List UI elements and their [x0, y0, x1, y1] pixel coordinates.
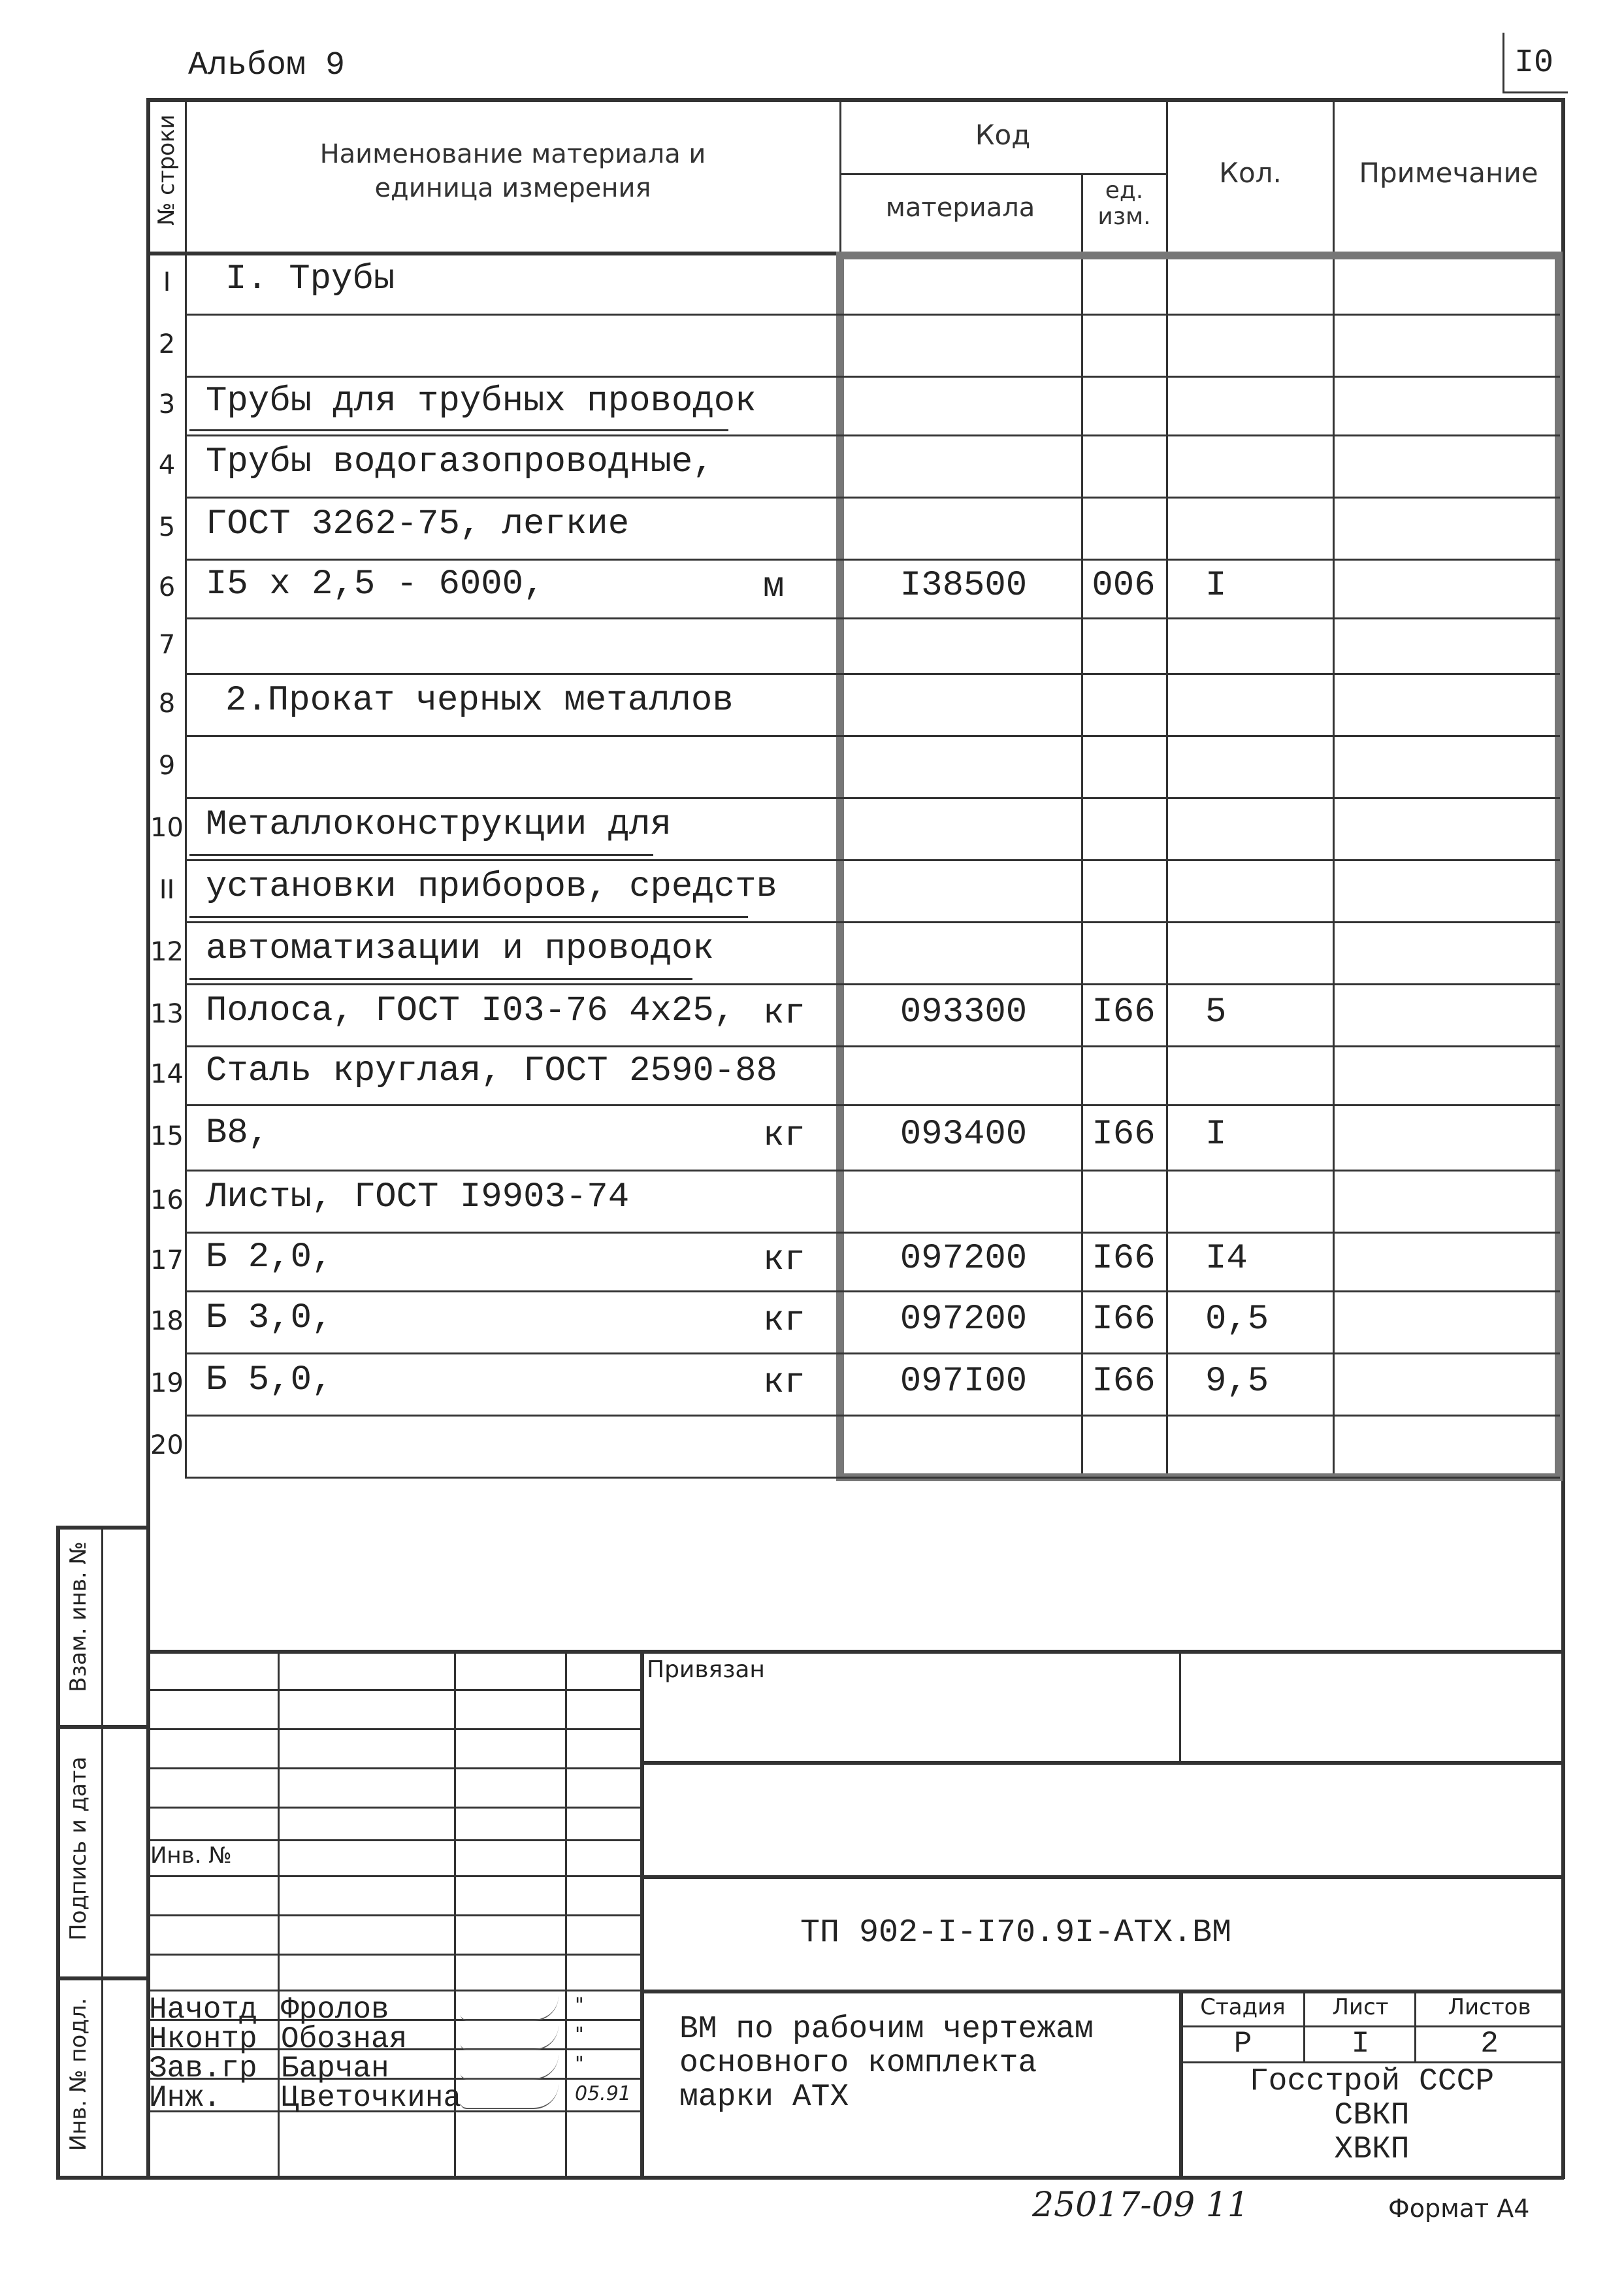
material-name: ГОСТ 3262-75, легкие: [206, 504, 630, 544]
material-code: I38500: [900, 566, 1028, 606]
unit-code: I66: [1092, 1239, 1156, 1279]
code-header: Код: [975, 119, 1031, 151]
signature: [461, 1996, 559, 2021]
unit-of-measure: кг: [763, 1300, 805, 1341]
unit-header-line2: изм.: [1097, 203, 1151, 230]
row-number: 20: [150, 1430, 184, 1460]
unit-of-measure: кг: [763, 1240, 805, 1280]
signer-name: Фролов: [281, 1993, 389, 2027]
inv-podl-label: Инв. № подл.: [65, 1997, 91, 2152]
qty-header: Кол.: [1219, 157, 1282, 189]
vzam-inv-label: Взам. инв. №: [65, 1541, 91, 1692]
signature: [461, 2055, 559, 2080]
sheet-label: Лист: [1332, 1994, 1389, 2020]
name-header-line2: единица измерения: [374, 173, 651, 203]
signature: [461, 2025, 559, 2050]
title-line2: основного комплекта: [679, 2046, 1037, 2081]
quantity: 0,5: [1205, 1299, 1269, 1339]
material-name: автоматизации и проводок: [206, 928, 714, 969]
org-line1: Госстрой СССР: [1249, 2064, 1495, 2099]
unit-code: I66: [1092, 1361, 1156, 1401]
row-number: 8: [158, 688, 176, 719]
material-code: 097200: [900, 1239, 1028, 1279]
row-number: 7: [158, 629, 176, 660]
material-code: 093300: [900, 992, 1028, 1032]
row-number: 13: [150, 998, 184, 1029]
material-name: Листы, ГОСТ I9903-74: [206, 1177, 630, 1217]
row-number: 6: [158, 572, 176, 602]
material-name: Трубы водогазопроводные,: [206, 442, 714, 482]
unit-header-line1: ед.: [1105, 177, 1144, 204]
signer-role: Начотд: [149, 1993, 257, 2027]
material-name: Б 2,0,: [206, 1237, 333, 1277]
material-name: Полоса, ГОСТ I03-76 4x25,: [206, 991, 736, 1031]
material-name: Б 3,0,: [206, 1298, 333, 1338]
sheets-value: 2: [1480, 2027, 1499, 2061]
signer-date: ": [575, 2053, 584, 2076]
material-name: I5 x 2,5 - 6000,: [206, 565, 545, 604]
signer-role: Зав.гр: [149, 2052, 257, 2086]
signature: [461, 2084, 559, 2109]
document-code: ТП 902-I-I70.9I-АТХ.ВМ: [800, 1914, 1232, 1952]
material-name: установки приборов, средств: [206, 866, 777, 907]
signer-name: Обозная: [281, 2022, 408, 2056]
material-name: В8,: [206, 1113, 270, 1153]
signer-role: Нконтр: [149, 2022, 257, 2056]
signer-date: 05.91: [575, 2082, 631, 2105]
unit-of-measure: кг: [763, 1362, 805, 1403]
unit-code: I66: [1092, 992, 1156, 1032]
unit-code: 006: [1092, 566, 1156, 606]
material-code: 097I00: [900, 1361, 1028, 1401]
inv-no-label: Инв. №: [150, 1843, 232, 1869]
material-name: Б 5,0,: [206, 1360, 333, 1400]
stage-value: Р: [1233, 2027, 1252, 2061]
unit-code: I66: [1092, 1115, 1156, 1155]
row-number: 19: [150, 1368, 184, 1398]
signer-date: ": [575, 1994, 584, 2017]
row-number: II: [159, 874, 175, 905]
material-header: материала: [885, 193, 1035, 223]
page-number: I0: [1514, 44, 1554, 82]
row-number: 9: [158, 750, 176, 781]
row-number: 16: [150, 1185, 184, 1215]
signer-date: ": [575, 2024, 584, 2046]
material-name: Трубы для трубных проводок: [206, 382, 756, 421]
material-name: I. Трубы: [225, 259, 395, 299]
unit-of-measure: кг: [763, 993, 805, 1034]
row-number: 17: [150, 1245, 184, 1275]
row-number: 14: [150, 1059, 184, 1089]
row-number: I: [163, 267, 171, 297]
row-number: 12: [150, 936, 184, 967]
signer-name: Цветочкина: [281, 2081, 462, 2115]
privyazan-label: Привязан: [647, 1656, 765, 1683]
row-number: 3: [158, 389, 176, 419]
row-number: 10: [150, 812, 184, 843]
material-name: Сталь круглая, ГОСТ 2590-88: [206, 1051, 777, 1091]
row-number: 5: [158, 512, 176, 542]
format-label: Формат А4: [1388, 2194, 1530, 2223]
handwritten-number: 25017-09 11: [1032, 2186, 1249, 2225]
material-code: 093400: [900, 1115, 1028, 1155]
unit-code: I66: [1092, 1299, 1156, 1339]
material-name: Металлоконструкции для: [206, 804, 672, 845]
sheet-value: I: [1351, 2027, 1370, 2061]
quantity: I: [1205, 1115, 1227, 1155]
row-number-header: № строки: [154, 114, 180, 225]
signer-role: Инж.: [149, 2081, 221, 2115]
quantity: I: [1205, 566, 1227, 606]
quantity: 5: [1205, 992, 1227, 1032]
row-number: 2: [158, 329, 176, 359]
row-number: 15: [150, 1121, 184, 1151]
unit-of-measure: кг: [763, 1116, 805, 1156]
material-name: 2.Прокат черных металлов: [225, 680, 734, 721]
quantity: 9,5: [1205, 1361, 1269, 1401]
stage-label: Стадия: [1200, 1994, 1286, 2020]
sheets-label: Листов: [1448, 1994, 1531, 2020]
org-line2: СВКП: [1334, 2098, 1410, 2133]
row-number: 4: [158, 450, 176, 480]
unit-of-measure: м: [763, 567, 785, 607]
row-number: 18: [150, 1305, 184, 1336]
title-line3: марки АТХ: [679, 2080, 849, 2115]
org-line3: ХВКП: [1334, 2132, 1410, 2167]
quantity: I4: [1205, 1239, 1248, 1279]
name-header-line1: Наименование материала и: [319, 139, 706, 169]
note-header: Примечание: [1359, 157, 1538, 189]
signature-date-label: Подпись и дата: [65, 1756, 91, 1941]
material-code: 097200: [900, 1299, 1028, 1339]
signer-name: Барчан: [281, 2052, 389, 2086]
title-line1: ВМ по рабочим чертежам: [679, 2012, 1094, 2047]
album-label: Альбом 9: [188, 47, 346, 84]
